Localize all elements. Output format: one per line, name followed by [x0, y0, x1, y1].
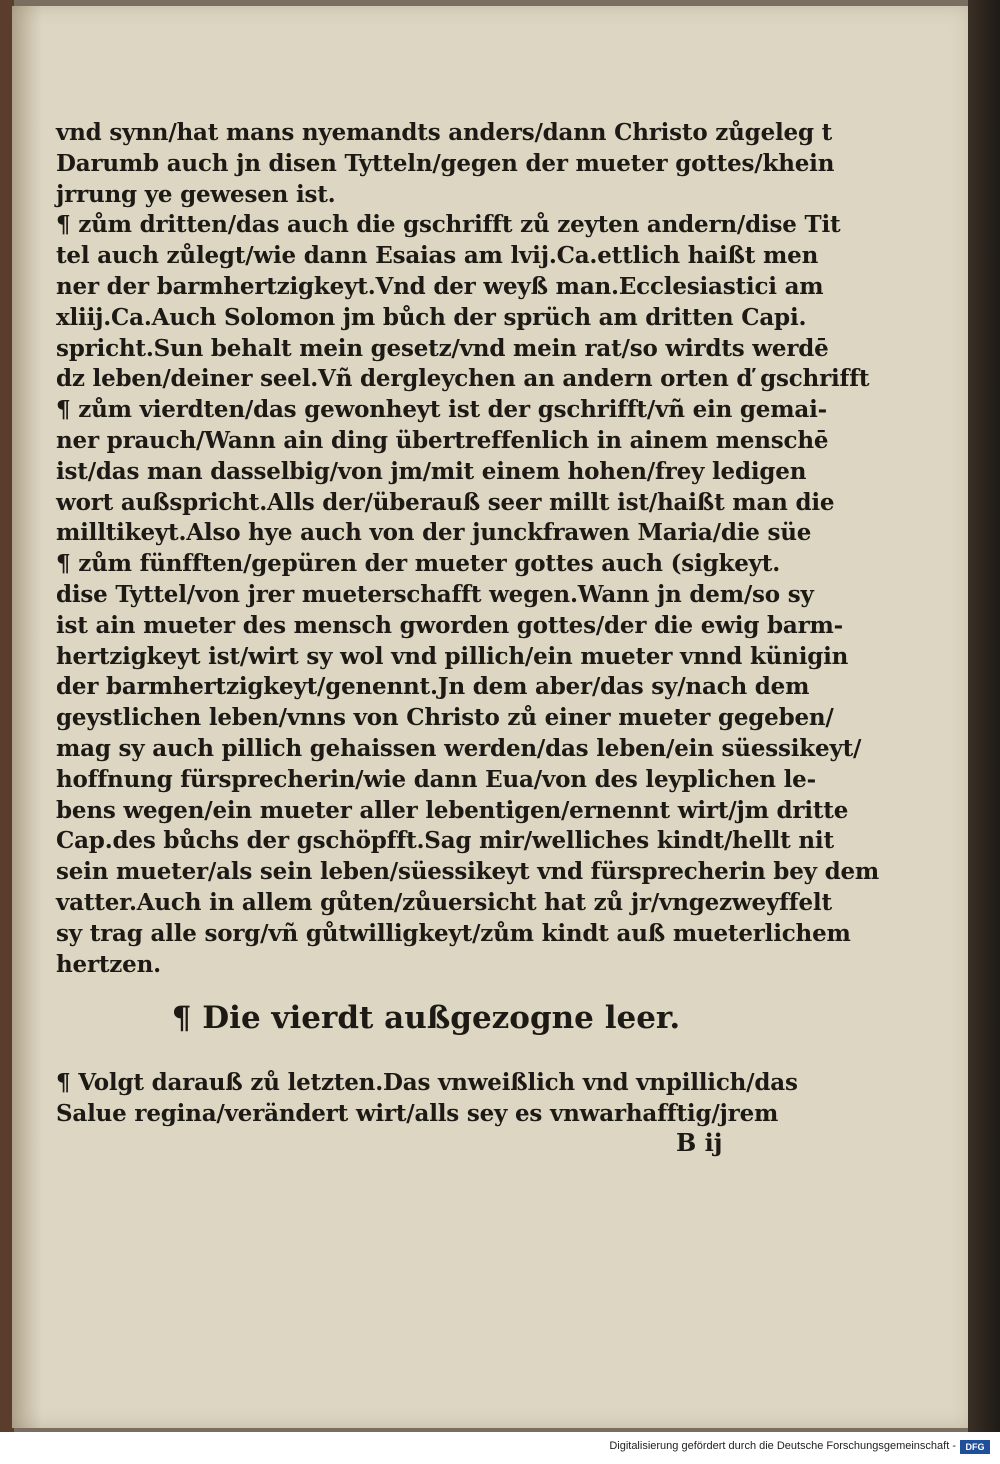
text-line: vnd synn/hat mans nyemandts anders/dann Christo zůgeleg t	[56, 119, 833, 146]
section-heading: ¶ Die vierdt außgezogne leer.	[171, 1000, 681, 1036]
book-right-edge	[968, 0, 1000, 1432]
text-line: ner der barmhertzigkeyt.Vnd der weyß man.Ecclesiastici am	[56, 272, 824, 300]
tail-text	[56, 1068, 796, 1130]
text-line: hoffnung fürsprecherin/wie dann Eua/von des leyplichen le-	[56, 765, 816, 793]
text-line: dise Tyttel/von jrer mueterschafft wegen.Wann jn dem/so sy	[56, 580, 814, 608]
text-line: ist/das man dasselbig/von jm/mit einem hohen/frey ledigen	[56, 457, 807, 485]
text-line: ¶ zům fünfften/gepüren der mueter gottes auch (sigkeyt.	[56, 550, 781, 578]
text-line: ner prauch/Wann ain ding übertreffenlich in ainem menschē	[56, 426, 829, 454]
text-line: sein mueter/als sein leben/süessikeyt vnd fürsprecherin bey dem	[56, 858, 880, 886]
text-line: ¶ zům dritten/das auch die gschrifft zů zeyten andern/dise Tit	[56, 211, 841, 239]
dfg-logo-icon: DFG	[960, 1440, 990, 1454]
text-line: sy trag alle sorg/vñ gůtwilligkeyt/zům kindt auß mueterlichem	[56, 919, 851, 947]
text-line: der barmhertzigkeyt/genennt.Jn dem aber/das sy/nach dem	[56, 673, 810, 701]
text-line: ¶ zům vierdten/das gewonheyt ist der gschrifft/vñ ein gemai-	[56, 396, 827, 424]
text-line: xliij.Ca.Auch Solomon jm bůch der sprüch am dritten Capi.	[56, 303, 807, 331]
text-line: tel auch zůlegt/wie dann Esaias am lvij.Ca.ettlich haißt men	[56, 242, 819, 270]
text-line: Darumb auch jn disen Tytteln/gegen der mueter gottes/khein	[56, 149, 835, 177]
text-line: dz leben/deiner seel.Vñ dergleychen an andern orten ď gschrifft	[56, 365, 870, 393]
text-line: hertzen.	[56, 950, 161, 978]
text-line: hertzigkeyt ist/wirt sy wol vnd pillich/ein mueter vnnd künigin	[56, 642, 849, 670]
text-line: ist ain mueter des mensch gworden gottes/der die ewig barm-	[56, 611, 843, 639]
page-gutter-shadow	[12, 6, 42, 1428]
text-line: geystlichen leben/vnns von Christo zů einer mueter gegeben/	[56, 704, 834, 732]
text-line: mag sy auch pillich gehaissen werden/das leben/ein süessikeyt/	[56, 734, 862, 762]
text-line: jrrung ye gewesen ist.	[56, 180, 336, 208]
text-line: Cap.des bůchs der gschöpfft.Sag mir/welliches kindt/hellt nit	[56, 827, 834, 855]
text-line: ¶ Volgt darauß zů letzten.Das vnweißlich vnd vnpillich/das	[56, 1069, 798, 1096]
text-line: milltikeyt.Also hye auch von der junckfrawen Maria/die süe	[56, 519, 812, 547]
text-line: bens wegen/ein mueter aller lebentigen/ernennt wirt/jm dritte	[56, 796, 849, 824]
text-line: spricht.Sun behalt mein gesetz/vnd mein rat/so wirdts werdē	[56, 334, 829, 362]
text-line: vatter.Auch in allem gůten/zůuersicht hat zů jr/vngezweyffelt	[56, 888, 832, 916]
text-line: wort außspricht.Alls der/überauß seer millt ist/haißt man die	[56, 488, 835, 516]
signature-mark: B ij	[676, 1128, 723, 1157]
funding-credit: Digitalisierung gefördert durch die Deutsche Forschungsgemeinschaft -	[609, 1440, 956, 1452]
text-line: Salue regina/verändert wirt/alls sey es vnwarhafftig/jrem	[56, 1099, 779, 1127]
body-text	[56, 118, 880, 980]
